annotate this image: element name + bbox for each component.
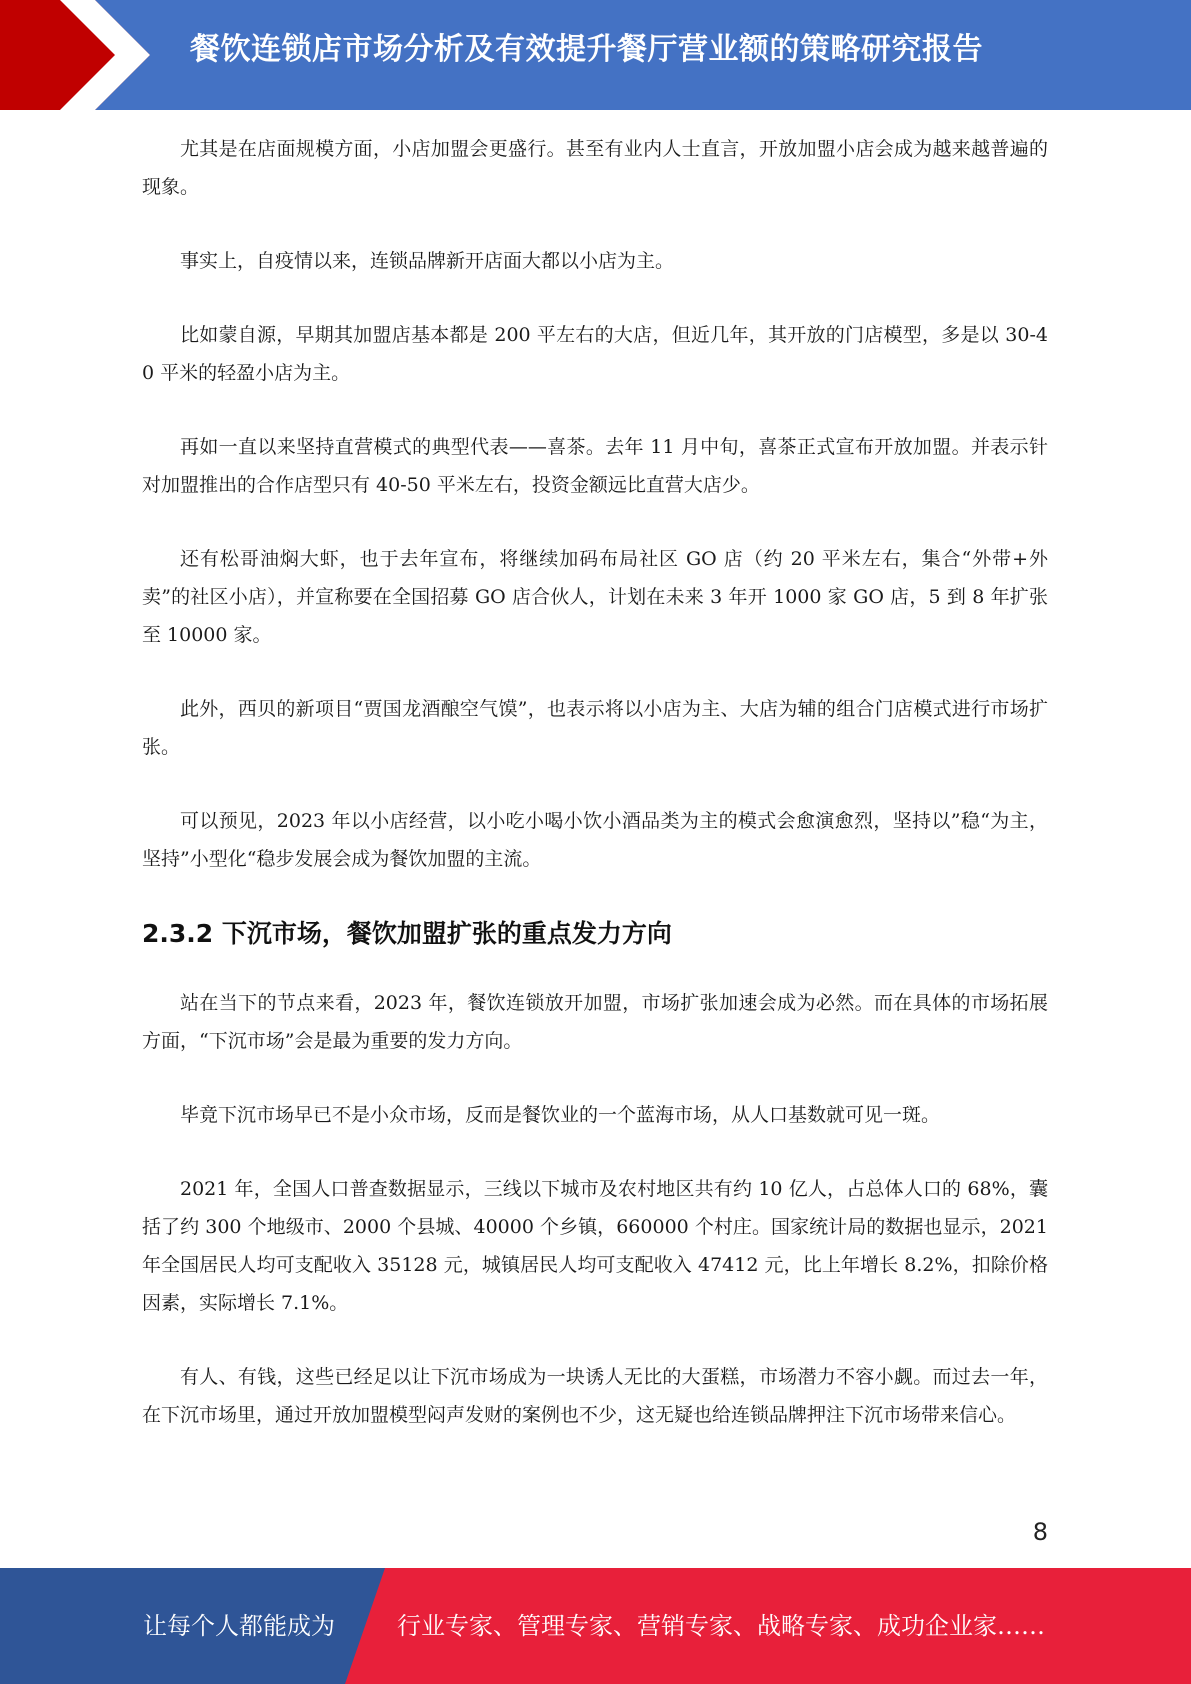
paragraph: 可以预见，2023 年以小店经营，以小吃小喝小饮小酒品类为主的模式会愈演愈烈，坚持以”稳“为主，坚持”小型化“稳步发展会成为餐饮加盟的主流。	[142, 810, 1048, 870]
page-header	[0, 0, 1191, 110]
paragraph: 毕竟下沉市场早已不是小众市场，反而是餐饮业的一个蓝海市场，从人口基数就可见一斑。	[180, 1104, 941, 1126]
section-heading: 2.3.2 下沉市场，餐饮加盟扩张的重点发力方向	[142, 919, 672, 948]
page-footer	[0, 1568, 1191, 1684]
paragraph: 事实上，自疫情以来，连锁品牌新开店面大都以小店为主。	[180, 250, 675, 272]
paragraph: 还有松哥油焖大虾，也于去年宣布，将继续加码布局社区 GO 店（约 20 平米左右，集合“外带+外卖”的社区小店），并宣称要在全国招募 GO 店合伙人，计划在未来 3 年开 1000 家 GO 店，5 到 8 年扩张至 10000 家。	[142, 548, 1048, 646]
report-title: 餐饮连锁店市场分析及有效提升餐厅营业额的策略研究报告	[190, 32, 983, 67]
paragraph: 此外，西贝的新项目“贾国龙酒酿空气馍”，也表示将以小店为主、大店为辅的组合门店模式进行市场扩张。	[142, 698, 1048, 758]
footer-slogan: 让每个人都能成为	[143, 1612, 335, 1640]
footer-roles: 行业专家、管理专家、营销专家、战略专家、成功企业家……	[397, 1612, 1045, 1640]
paragraph: 尤其是在店面规模方面，小店加盟会更盛行。甚至有业内人士直言，开放加盟小店会成为越来越普遍的现象。	[142, 138, 1048, 198]
paragraph: 再如一直以来坚持直营模式的典型代表——喜茶。去年 11 月中旬，喜茶正式宣布开放加盟。并表示针对加盟推出的合作店型只有 40-50 平米左右，投资金额远比直营大店少。	[142, 436, 1048, 496]
page-number: 8	[1032, 1518, 1048, 1546]
paragraph: 有人、有钱，这些已经足以让下沉市场成为一块诱人无比的大蛋糕，市场潜力不容小觑。而过去一年，在下沉市场里，通过开放加盟模型闷声发财的案例也不少，这无疑也给连锁品牌押注下沉市场带来信心。	[142, 1366, 1048, 1426]
paragraph: 站在当下的节点来看，2023 年，餐饮连锁放开加盟，市场扩张加速会成为必然。而在具体的市场拓展方面，“下沉市场”会是最为重要的发力方向。	[142, 992, 1048, 1052]
document-body	[142, 130, 1048, 1470]
paragraph: 比如蒙自源，早期其加盟店基本都是 200 平左右的大店，但近几年，其开放的门店模型，多是以 30-40 平米的轻盈小店为主。	[142, 324, 1048, 384]
paragraph: 2021 年，全国人口普查数据显示，三线以下城市及农村地区共有约 10 亿人，占总体人口的 68%，囊括了约 300 个地级市、2000 个县城、40000 个乡镇，660000 个村庄。国家统计局的数据也显示，2021 年全国居民人均可支配收入 35128 元，城镇居民人均可支配收入 47412 元，比上年增长 8.2%，扣除价格因素，实际增长 7.1%。	[142, 1178, 1048, 1314]
